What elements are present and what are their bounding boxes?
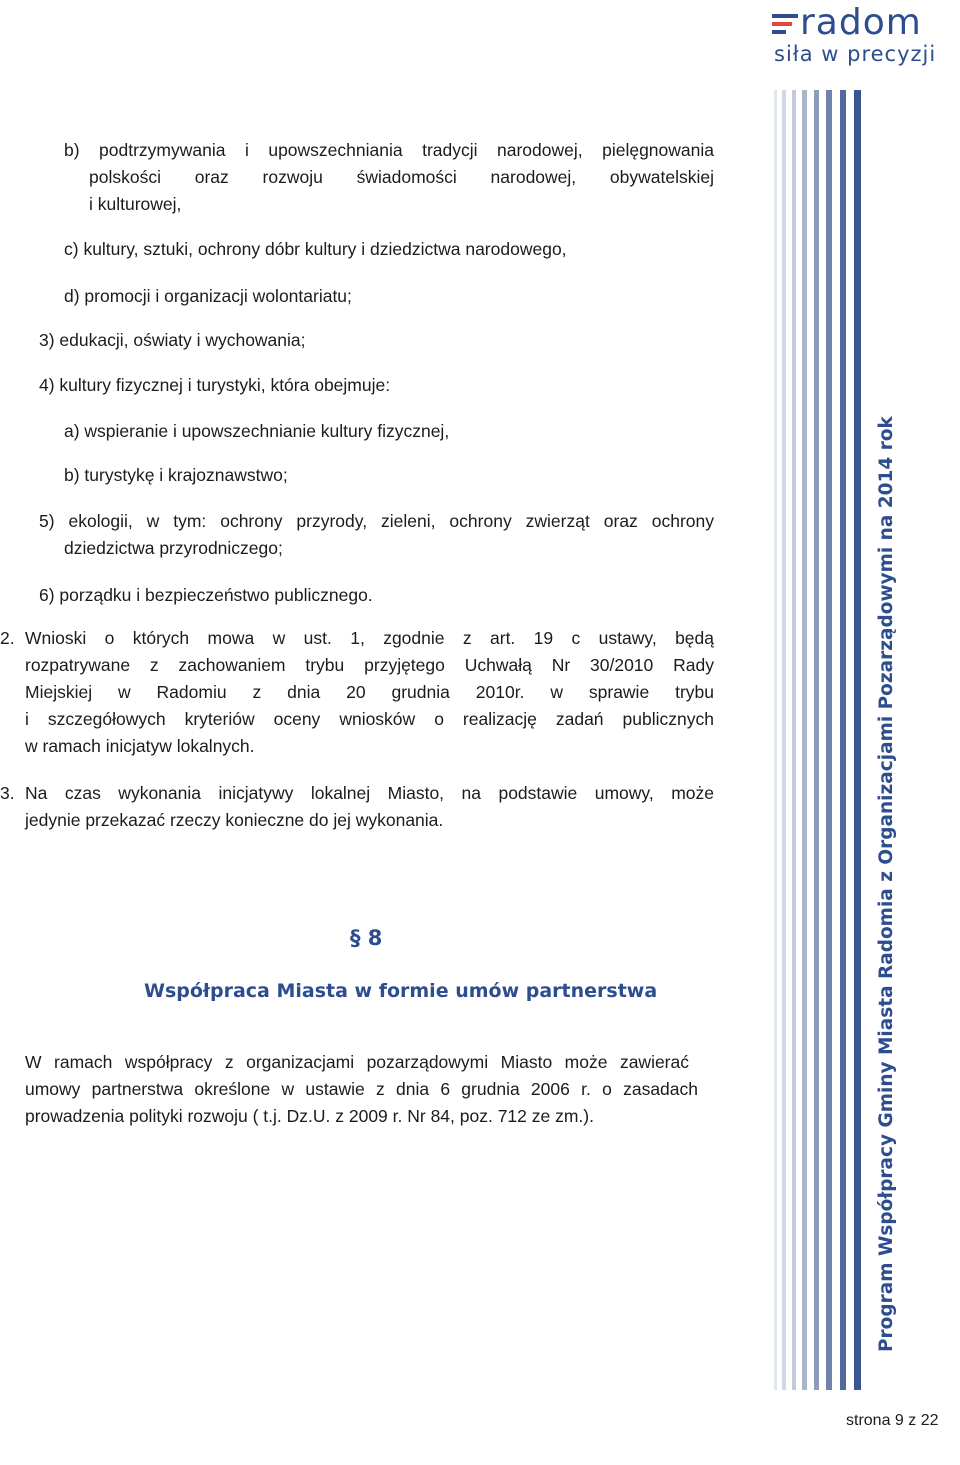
item-b-line-3: i kulturowej, xyxy=(89,194,182,214)
logo-stripes-icon xyxy=(772,14,798,34)
document-side-title: Program Współpracy Gminy Miasta Radomia z Organizacjami Pozarządowymi na 2014 rok xyxy=(876,416,897,1352)
page-number: strona 9 z 22 xyxy=(846,1412,939,1429)
item-5-line-2: dziedzictwa przyrodniczego; xyxy=(64,538,283,558)
paragraph-3-line-2: jedynie przekazać rzeczy konieczne do jej wykonania. xyxy=(25,810,444,830)
item-b-line-1: b) podtrzymywania i upowszechniania tradycji narodowej, pielęgnowania xyxy=(64,140,714,160)
paragraph-2-line-3: Miejskiej w Radomiu z dnia 20 grudnia 2010r. w sprawie trybu xyxy=(25,682,714,702)
paragraph-3-line-1: Na czas wykonania inicjatywy lokalnej Miasto, na podstawie umowy, może xyxy=(25,783,714,803)
paragraph-2-line-1: Wnioski o których mowa w ust. 1, zgodnie z art. 19 c ustawy, będą xyxy=(25,628,714,648)
item-c: c) kultury, sztuki, ochrony dóbr kultury i dziedzictwa narodowego, xyxy=(64,239,567,259)
paragraph-2-line-4: i szczegółowych kryteriów oceny wniosków o realizację zadań publicznych xyxy=(25,709,714,729)
section-title: Współpraca Miasta w formie umów partnerstwa xyxy=(144,980,658,1002)
item-5-line-1: 5) ekologii, w tym: ochrony przyrody, zieleni, ochrony zwierząt oraz ochrony xyxy=(39,511,714,531)
section-number: § 8 xyxy=(350,926,383,950)
radom-logo xyxy=(772,2,954,68)
item-4a: a) wspieranie i upowszechnianie kultury fizycznej, xyxy=(64,421,450,441)
paragraph-2-line-2: rozpatrywane z zachowaniem trybu przyjętego Uchwałą Nr 30/2010 Rady xyxy=(25,655,714,675)
item-b-line-2: polskości oraz rozwoju świadomości narodowej, obywatelskiej xyxy=(89,167,714,187)
item-4: 4) kultury fizycznej i turystyki, która obejmuje: xyxy=(39,375,391,395)
paragraph-3-number: 3. xyxy=(0,783,15,803)
paragraph-2-number: 2. xyxy=(0,628,15,648)
logo-wordmark: radom xyxy=(800,2,922,43)
section-paragraph-line-2: umowy partnerstwa określone w ustawie z dnia 6 grudnia 2006 r. o zasadach xyxy=(25,1079,698,1099)
section-paragraph-line-3: prowadzenia polityki rozwoju ( t.j. Dz.U. z 2009 r. Nr 84, poz. 712 ze zm.). xyxy=(25,1106,594,1126)
decorative-vertical-bars xyxy=(772,90,872,1390)
item-3: 3) edukacji, oświaty i wychowania; xyxy=(39,330,306,350)
item-d: d) promocji i organizacji wolontariatu; xyxy=(64,286,352,306)
section-paragraph-line-1: W ramach współpracy z organizacjami pozarządowymi Miasto może zawierać xyxy=(25,1052,689,1072)
item-4b: b) turystykę i krajoznawstwo; xyxy=(64,465,288,485)
logo-tagline: siła w precyzji xyxy=(774,42,937,66)
item-6: 6) porządku i bezpieczeństwo publicznego. xyxy=(39,585,373,605)
paragraph-2-line-5: w ramach inicjatyw lokalnych. xyxy=(25,736,255,756)
